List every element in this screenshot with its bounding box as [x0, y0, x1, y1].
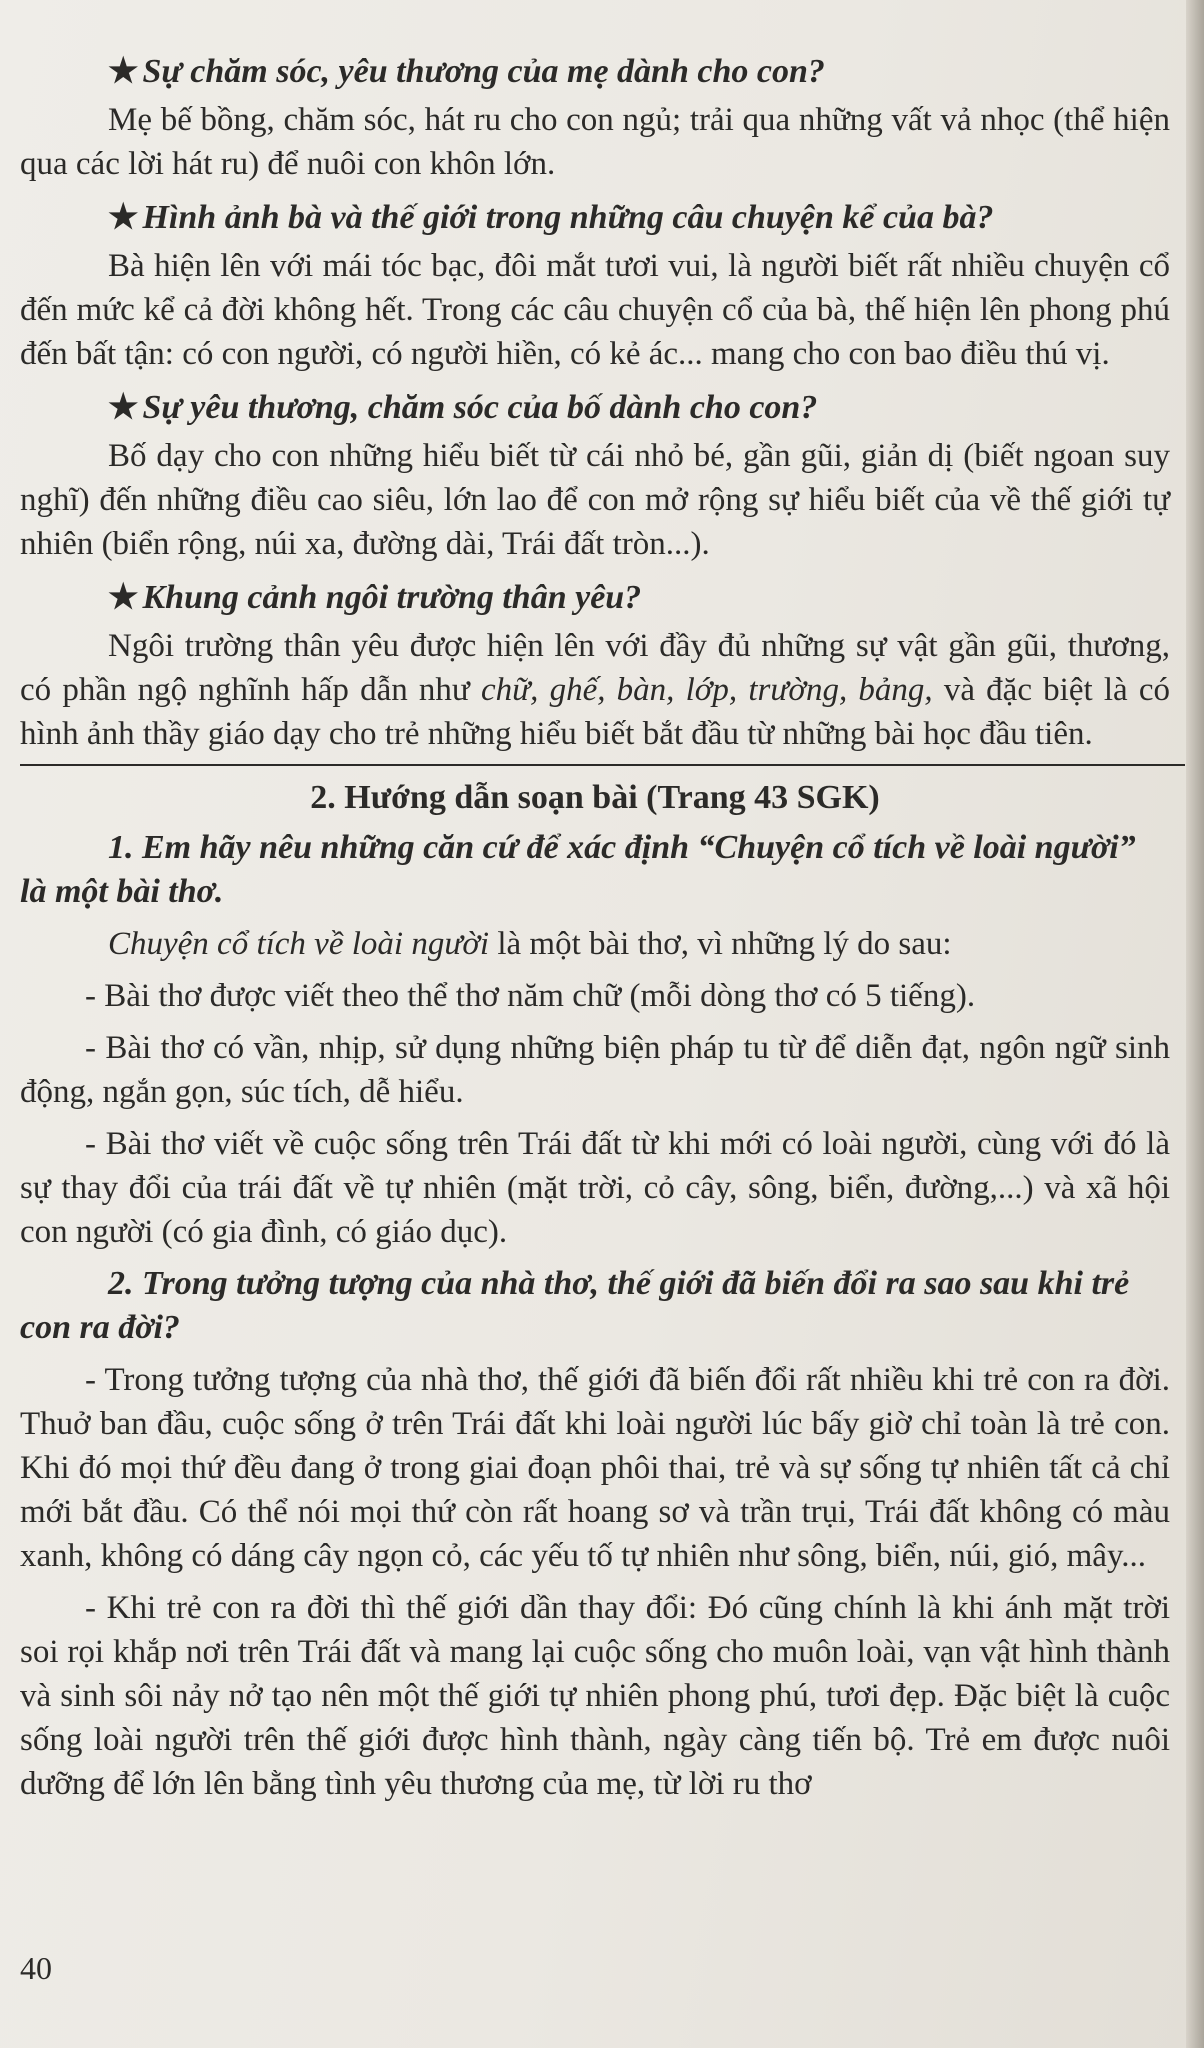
heading-text: Hình ảnh bà và thế giới trong những câu chuyện kể của bà?: [142, 199, 994, 236]
answer-1-bullet: - Bài thơ được viết theo thể thơ năm chữ (mỗi dòng thơ có 5 tiếng).: [85, 978, 976, 1014]
section-heading-grandmother: [20, 196, 1170, 240]
section-text-mother: Mẹ bế bồng, chăm sóc, hát ru cho con ngủ; trải qua những vất vả nhọc (thể hiện qua các lời hát ru) để nuôi con khôn lớn.: [20, 102, 1170, 182]
section-heading-father: [20, 386, 1170, 430]
question-2: 2. Trong tưởng tượng của nhà thơ, thế giới đã biến đổi ra sao sau khi trẻ con ra đời?: [20, 1265, 1130, 1346]
star-icon: ★: [108, 579, 139, 616]
text-run: và đặc biệt là có hình ảnh thầy giáo dạy cho trẻ những hiểu biết bắt đầu từ những bài học đầu tiên.: [20, 672, 1170, 752]
page-number: 40: [20, 1950, 52, 1986]
star-icon: ★: [108, 53, 139, 90]
text-run: Ngôi trường thân yêu được hiện lên với đầy đủ những sự vật gần gũi, thương, có phần ngộ nghĩnh hấp dẫn như: [20, 628, 1170, 708]
page-edge-shadow: [1186, 0, 1204, 2048]
heading-text: Sự yêu thương, chăm sóc của bố dành cho con?: [142, 389, 818, 426]
section-text-father: Bố dạy cho con những hiểu biết từ cái nhỏ bé, gần gũi, giản dị (biết ngoan suy nghĩ) đến những điều cao siêu, lớn lao để con mở rộng sự hiểu biết của về thế giới tự nhiên (biển rộng, núi xa, đường dài, Trái đất tròn...).: [20, 438, 1170, 562]
answer-2-paragraph: - Trong tưởng tượng của nhà thơ, thế giới đã biến đổi rất nhiều khi trẻ con ra đời. Thuở ban đầu, cuộc sống ở trên Trái đất khi loài người lúc bấy giờ chỉ toàn là trẻ con. Khi đó mọi thứ đều đang ở trong giai đoạn phôi thai, trẻ và sự sống tự nhiên tất cả chỉ mới bắt đầu. Có thể nói mọi thứ còn rất hoang sơ và trần trụi, Trái đất không có màu xanh, không có dáng cây ngọn cỏ, các yếu tố tự nhiên như sông, biển, núi, gió, mây...: [20, 1362, 1170, 1574]
answer-1-bullet: - Bài thơ có vần, nhịp, sử dụng những biện pháp tu từ để diễn đạt, ngôn ngữ sinh động, ngắn gọn, súc tích, dễ hiểu.: [20, 1030, 1170, 1110]
answer-1-bullet: - Bài thơ viết về cuộc sống trên Trái đất từ khi mới có loài người, cùng với đó là sự thay đổi của trái đất về tự nhiên (mặt trời, cỏ cây, sông, biển, đường,...) và xã hội con người (có gia đình, có giáo dục).: [20, 1126, 1170, 1250]
answer-1-intro: [20, 922, 1170, 966]
question-1: 1. Em hãy nêu những căn cứ để xác định “Chuyện cổ tích về loài người” là một bài thơ.: [20, 829, 1136, 910]
guide-title: 2. Hướng dẫn soạn bài (Trang 43 SGK): [310, 779, 880, 816]
section-text-grandmother: Bà hiện lên với mái tóc bạc, đôi mắt tươi vui, là người biết rất nhiều chuyện cổ đến mức kể cả đời không hết. Trong các câu chuyện cổ của bà, thế hiện lên phong phú đến bất tận: có con người, có người hiền, có kẻ ác... mang cho con bao điều thú vị.: [20, 248, 1170, 372]
heading-text: Khung cảnh ngôi trường thân yêu?: [142, 579, 642, 616]
answer-2-paragraph: - Khi trẻ con ra đời thì thế giới dần thay đổi: Đó cũng chính là khi ánh mặt trời soi rọi khắp nơi trên Trái đất và mang lại cuộc sống cho muôn loài, vạn vật hình thành và sinh sôi nảy nở tạo nên một thế giới tự nhiên phong phú, tươi đẹp. Đặc biệt là cuộc sống loài người trên thế giới được hình thành, ngày càng tiến bộ. Trẻ em được nuôi dưỡng để lớn lên bằng tình yêu thương của mẹ, từ lời ru thơ: [20, 1590, 1170, 1802]
section-divider: [20, 764, 1185, 766]
star-icon: ★: [108, 199, 139, 236]
poem-title: Chuyện cổ tích về loài người: [108, 926, 490, 962]
section-text-school: [20, 624, 1170, 756]
section-heading-mother: [20, 50, 1170, 94]
heading-text: Sự chăm sóc, yêu thương của mẹ dành cho con?: [142, 53, 825, 90]
section-heading-school: [20, 576, 1170, 620]
text-run: là một bài thơ, vì những lý do sau:: [489, 926, 952, 962]
text-run-italic: chữ, ghế, bàn, lớp, trường, bảng,: [480, 672, 933, 708]
page-content: [20, 40, 1170, 1814]
star-icon: ★: [108, 389, 139, 426]
